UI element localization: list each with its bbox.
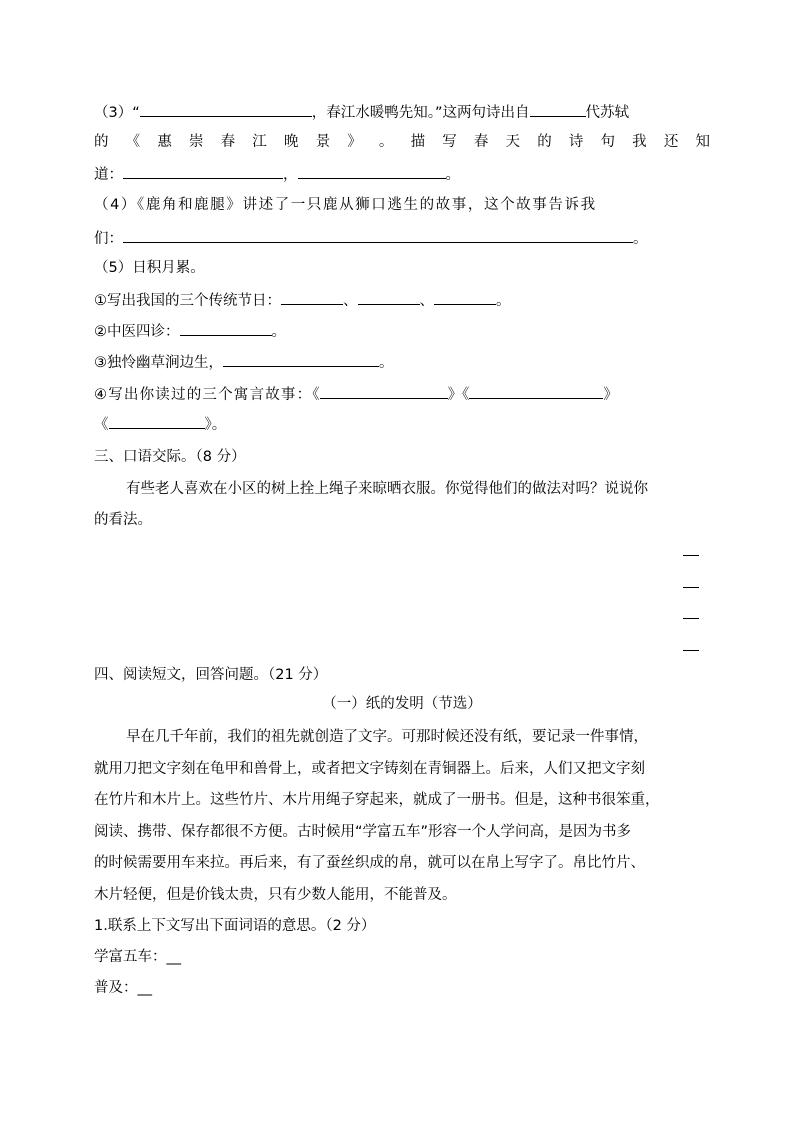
q1-title: 1.联系上下文写出下面词语的意思。（2 分） — [94, 918, 376, 934]
passage-line: 的时候需要用车来拉。再后来，有了蚕丝织成的帛，就可以在帛上写字了。帛比竹片、 — [94, 855, 645, 871]
passage-line: 就用刀把文字刻在龟甲和兽骨上，或者把文字铸刻在青铜器上。后来，人们又把文字刻 — [94, 761, 645, 777]
fable-open-2: 《 — [462, 387, 470, 403]
fable-open-1: 《 — [312, 387, 320, 403]
q3-line2-char: 的 — [537, 134, 552, 150]
fable-blank-2[interactable] — [469, 382, 603, 399]
q5-item4-end: 。 — [211, 417, 227, 433]
q3-line2-char: 知 — [695, 134, 710, 150]
q1-item-b — [94, 977, 710, 999]
q3-line2-char: 。 — [378, 134, 394, 150]
q3-line2-char: 的 — [94, 134, 109, 150]
q5-item1-end: 。 — [496, 293, 511, 309]
answer-line-4[interactable] — [683, 650, 699, 651]
section3-prompt-line1: 有些老人喜欢在小区的树上拴上绳子来晾晒衣服。你觉得他们的做法对吗？说说你 — [126, 481, 648, 497]
festival-blank-1[interactable] — [281, 288, 343, 305]
q3-line2-char: 江 — [252, 134, 267, 150]
q3-mid-text: ，春江水暖鸭先知。”这两句诗出自 — [311, 105, 530, 121]
q5-item3-prefix: ③独怜幽草涧边生， — [94, 355, 223, 371]
q3-line3-prefix: 道： — [94, 167, 123, 183]
fable-blank-1[interactable] — [320, 382, 448, 399]
q3-line2-char: 写 — [442, 134, 457, 150]
q3-line2-char: 》 — [347, 134, 362, 150]
passage-line: 阅读、携带、保存都很不方便。古时候用“学富五车”形容一个人学问高，是因为书多 — [94, 824, 632, 840]
poem-next-line-blank[interactable] — [223, 350, 379, 367]
q3-blank-dynasty[interactable] — [530, 100, 586, 117]
festival-blank-2[interactable] — [358, 288, 420, 305]
fable-close-1: 》 — [447, 387, 463, 403]
q5-item3 — [94, 350, 710, 372]
q5-item4-prefix: ④写出你读过的三个寓言故事： — [94, 387, 313, 403]
q3-line2-char: 晚 — [283, 134, 299, 150]
q3-line2-char: 我 — [632, 134, 647, 150]
fable-blank-3[interactable] — [109, 412, 205, 429]
q5-item2-end: 。 — [271, 324, 286, 340]
fable-open-3: 《 — [94, 417, 109, 433]
passage-line: 早在几千年前，我们的祖先就创造了文字。可那时候还没有纸，要记录一件事情， — [126, 729, 648, 745]
q3-line2-char: 还 — [663, 134, 679, 150]
fable-close-2: 》 — [603, 387, 618, 403]
q3-blank-poem-line[interactable] — [140, 100, 312, 117]
q3-line2-char: 诗 — [568, 134, 584, 150]
q4-line2-end: 。 — [633, 231, 648, 247]
q5-item3-end: 。 — [379, 355, 394, 371]
q5-item2-prefix: ②中医四诊： — [94, 324, 180, 340]
q1-item-a-label: 学富五车： — [94, 949, 167, 965]
q3-line2-char: 《 — [125, 134, 141, 150]
q3-line2-char: 春 — [473, 134, 489, 150]
q4-line1: （4）《鹿角和鹿腿》讲述了一只鹿从狮口逃生的故事，这个故事告诉我 — [94, 197, 597, 213]
q5-sep-2: 、 — [419, 293, 434, 309]
festival-blank-3[interactable] — [434, 288, 496, 305]
section3-prompt-line2: 的看法。 — [94, 512, 152, 528]
passage-line: 在竹片和木片上。这些竹片、木片用绳子穿起来，就成了一册书。但是，这种书很笨重， — [94, 792, 660, 808]
section3-title: 三、口语交际。（8 分） — [94, 449, 246, 465]
section4-title: 四、阅读短文，回答问题。（21 分） — [94, 667, 328, 683]
q4-line2 — [94, 226, 710, 248]
q4-blank-moral[interactable] — [123, 226, 633, 243]
tcm-diagnosis-blank[interactable] — [180, 319, 272, 336]
q5-item1 — [94, 288, 710, 310]
passage-title: （一）纸的发明（节选） — [322, 696, 482, 712]
answer-line-3[interactable] — [683, 618, 699, 619]
q5-item1-prefix: ①写出我国的三个传统节日： — [94, 293, 281, 309]
q3-line2-char: 惠 — [157, 134, 172, 150]
q1-item-a-blank[interactable]: __ — [166, 949, 181, 965]
answer-line-1[interactable] — [683, 555, 699, 556]
q3-line2 — [94, 131, 710, 153]
q1-item-b-label: 普及： — [94, 980, 138, 996]
q3-line2-char: 描 — [410, 134, 426, 150]
q5-item4-cont — [94, 412, 710, 434]
q5-item2 — [94, 319, 710, 341]
answer-line-2[interactable] — [683, 587, 699, 588]
passage-line: 木片轻便，但是价钱太贵，只有少数人能用，不能普及。 — [94, 887, 457, 903]
q5-sep-1: 、 — [343, 293, 358, 309]
q3-line3 — [94, 162, 710, 184]
q3-line1 — [94, 100, 710, 122]
fable-close-3: 》 — [204, 417, 212, 433]
q3-line2-char: 天 — [505, 134, 521, 150]
q3-line2-char: 崇 — [188, 134, 204, 150]
q1-item-a — [94, 946, 710, 968]
q3-open-quote: “ — [132, 105, 140, 121]
q5-title: （5）日积月累。 — [94, 260, 205, 276]
q3-line2-char: 景 — [315, 134, 331, 150]
q3-number: （3） — [94, 105, 133, 121]
q3-tail-text: 代苏轼 — [585, 105, 630, 121]
q3-line2-char: 句 — [600, 134, 615, 150]
q3-line3-sep: ， — [283, 167, 298, 183]
q3-line3-end: 。 — [445, 167, 460, 183]
q3-blank-spring-poem-2[interactable] — [298, 162, 446, 179]
q1-item-b-blank[interactable]: __ — [137, 980, 152, 996]
q3-blank-spring-poem-1[interactable] — [123, 162, 283, 179]
q5-item4 — [94, 382, 710, 404]
q4-line2-prefix: 们： — [94, 231, 123, 247]
q3-line2-char: 春 — [220, 134, 236, 150]
